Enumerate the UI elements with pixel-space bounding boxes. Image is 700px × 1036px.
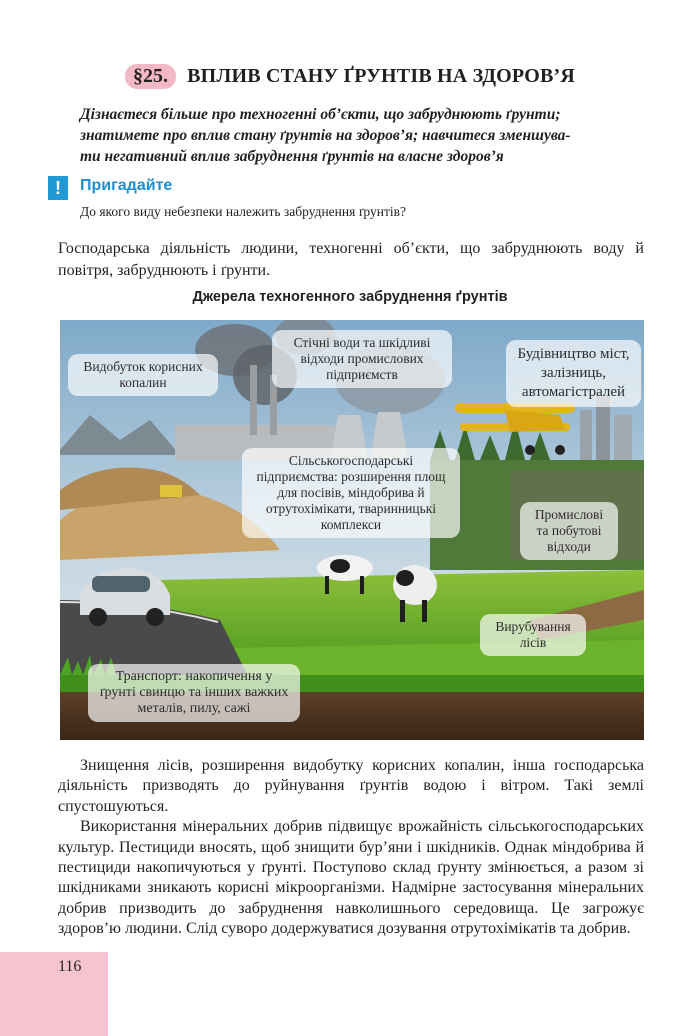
page-corner-decoration — [0, 952, 108, 1036]
label-wastewater: Стічні води та шкідливі відходи промислових підприємств — [272, 330, 452, 388]
label-agriculture: Сільськогосподарські підприємства: розширення площ для посівів, міндобрива й отрутохімікати, тваринницькі комплекси — [242, 448, 460, 538]
learning-goals — [80, 104, 642, 167]
learning-goals-line: Дізнаєтеся більше про техногенні об’єкти, що забруднюють ґрунти; — [80, 106, 561, 123]
page-number: 116 — [58, 958, 82, 975]
body-paragraph: Використання мінеральних добрив підвищує врожайність сільськогосподарських культур. Пестициди вносять, щоб знищити бур’яни і шкідників. Однак міндобрива й пестициди накопичуються у ґрунті. Поступово склад ґрунту змінюється, а разом зі шкідниками зникають корисні мікроорганізми. Надмірне застосування мінеральних добрив призводить до забруднення навколишнього середовища. Це загрожує здоров’ю людини. Слід суворо додержуватися дозування отрутохімікатів та добрив. — [58, 818, 644, 938]
recall-question: До якого виду небезпеки належить забруднення ґрунтів? — [80, 204, 406, 219]
section-title: ВПЛИВ СТАНУ ҐРУНТІВ НА ЗДОРОВ’Я — [187, 65, 576, 87]
recall-title: Пригадайте — [80, 177, 173, 194]
learning-goals-line: ти негативний вплив забруднення ґрунтів на власне здоров’я — [80, 148, 504, 165]
section-heading — [0, 64, 700, 89]
label-transport: Транспорт: накопичення у ґрунті свинцю та інших важких металів, пилу, сажі — [88, 664, 300, 722]
learning-goals-line: знатимете про вплив стану ґрунтів на здоров’я; навчитеся зменшува- — [80, 127, 571, 144]
figure-caption: Джерела техногенного забруднення ґрунтів — [192, 289, 508, 305]
pollution-sources-illustration — [60, 320, 644, 740]
label-waste: Промислові та побутові відходи — [520, 502, 618, 560]
body-paragraph: Знищення лісів, розширення видобутку корисних копалин, інша господарська діяльність призводять до руйнування ґрунтів водою і вітром. Такі землі спустошуються. — [58, 757, 644, 815]
exclamation-icon: ! — [48, 176, 68, 200]
paragraph-number-badge: §25. — [125, 64, 176, 89]
label-mining: Видобуток корисних копалин — [68, 354, 218, 396]
label-deforestation: Вирубування лісів — [480, 614, 586, 656]
intro-paragraph: Господарська діяльність людини, техногенні об’єкти, що забруднюють воду й повітря, забруднюють і ґрунти. — [58, 240, 644, 279]
label-construction: Будівництво міст, залізниць, автомагістралей — [506, 340, 641, 407]
body-text — [58, 756, 644, 940]
